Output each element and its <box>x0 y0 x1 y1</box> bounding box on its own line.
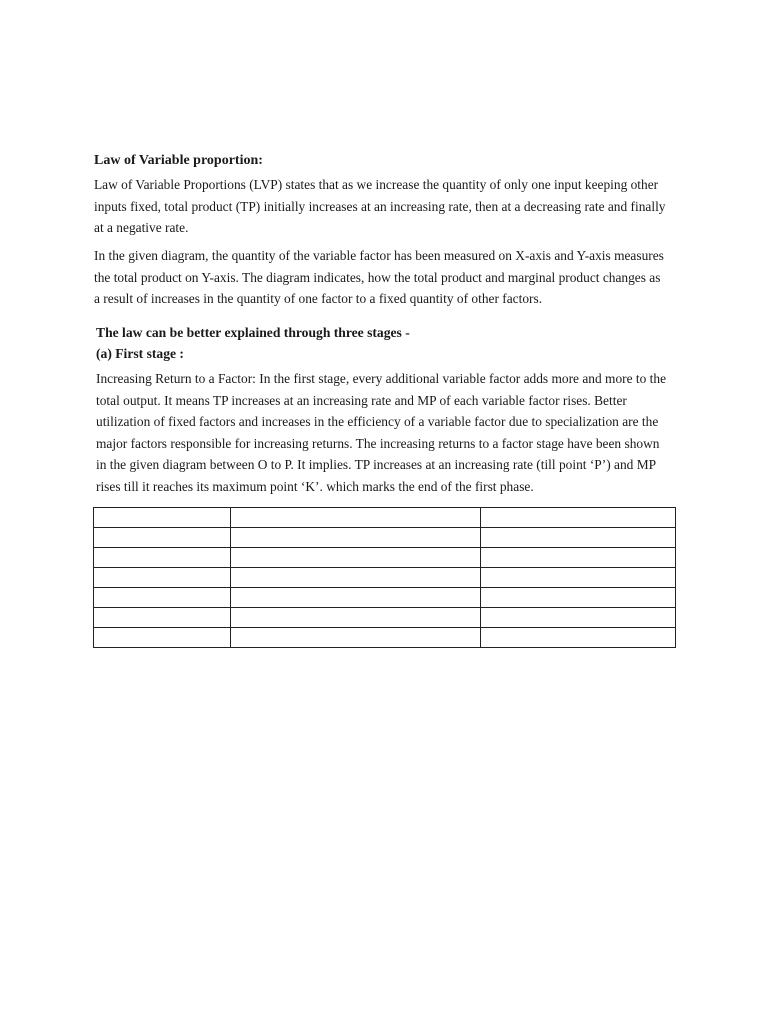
table-cell <box>231 508 481 528</box>
stages-subheading: The law can be better explained through three stages - <box>96 325 410 340</box>
section-heading: Law of Variable proportion: <box>94 153 263 168</box>
table-cell <box>481 608 676 628</box>
first-stage-subheading: (a) First stage : <box>96 346 184 361</box>
text-line: the total product on Y-axis. The diagram indicates, how the total product and marginal product changes as <box>94 269 661 285</box>
empty-table <box>93 507 676 648</box>
table-row <box>94 548 676 568</box>
table-row <box>94 628 676 648</box>
text-line: In the given diagram, the quantity of the variable factor has been measured on X-axis and Y-axis measures <box>94 248 664 263</box>
diagram-paragraph <box>94 245 694 310</box>
table-cell <box>94 628 231 648</box>
table-cell <box>231 588 481 608</box>
first-stage-paragraph <box>96 368 696 497</box>
table-cell <box>481 588 676 608</box>
table-cell <box>94 548 231 568</box>
text-line: at a negative rate. <box>94 220 189 235</box>
table-cell <box>481 548 676 568</box>
table-cell <box>231 568 481 588</box>
table-cell <box>231 608 481 628</box>
text-line: rises till it reaches its maximum point ‘K’. which marks the end of the first phase. <box>96 478 534 494</box>
table-cell <box>481 528 676 548</box>
table-row <box>94 588 676 608</box>
text-line: Increasing Return to a Factor: In the first stage, every additional variable factor adds more and more to the <box>96 371 667 386</box>
text-line: major factors responsible for increasing returns. The increasing returns to a factor stage have been shown <box>96 435 660 451</box>
intro-paragraph <box>94 174 694 239</box>
table-cell <box>231 528 481 548</box>
table-cell <box>94 608 231 628</box>
table-cell <box>481 568 676 588</box>
table-cell <box>94 568 231 588</box>
table-row <box>94 508 676 528</box>
table-row <box>94 528 676 548</box>
table-cell <box>94 588 231 608</box>
text-line: in the given diagram between O to P. It implies. TP increases at an increasing rate (till point ‘P’) and MP <box>96 457 657 472</box>
table-row <box>94 608 676 628</box>
table-cell <box>231 548 481 568</box>
text-line: a result of increases in the quantity of one factor to a fixed quantity of other factors. <box>94 291 543 306</box>
text-line: Law of Variable Proportions (LVP) states that as we increase the quantity of only one input keeping other <box>94 177 659 192</box>
table-cell <box>231 628 481 648</box>
text-line: total output. It means TP increases at an increasing rate and MP of each variable factor rises. Better <box>96 392 627 408</box>
text-line: inputs fixed, total product (TP) initially increases at an increasing rate, then at a decreasing rate and finally <box>94 198 666 214</box>
table-cell <box>481 628 676 648</box>
table-cell <box>94 528 231 548</box>
text-line: utilization of fixed factors and increases in the efficiency of a variable factor due to specialization are the <box>96 414 659 429</box>
table-row <box>94 568 676 588</box>
table-cell <box>94 508 231 528</box>
table-cell <box>481 508 676 528</box>
